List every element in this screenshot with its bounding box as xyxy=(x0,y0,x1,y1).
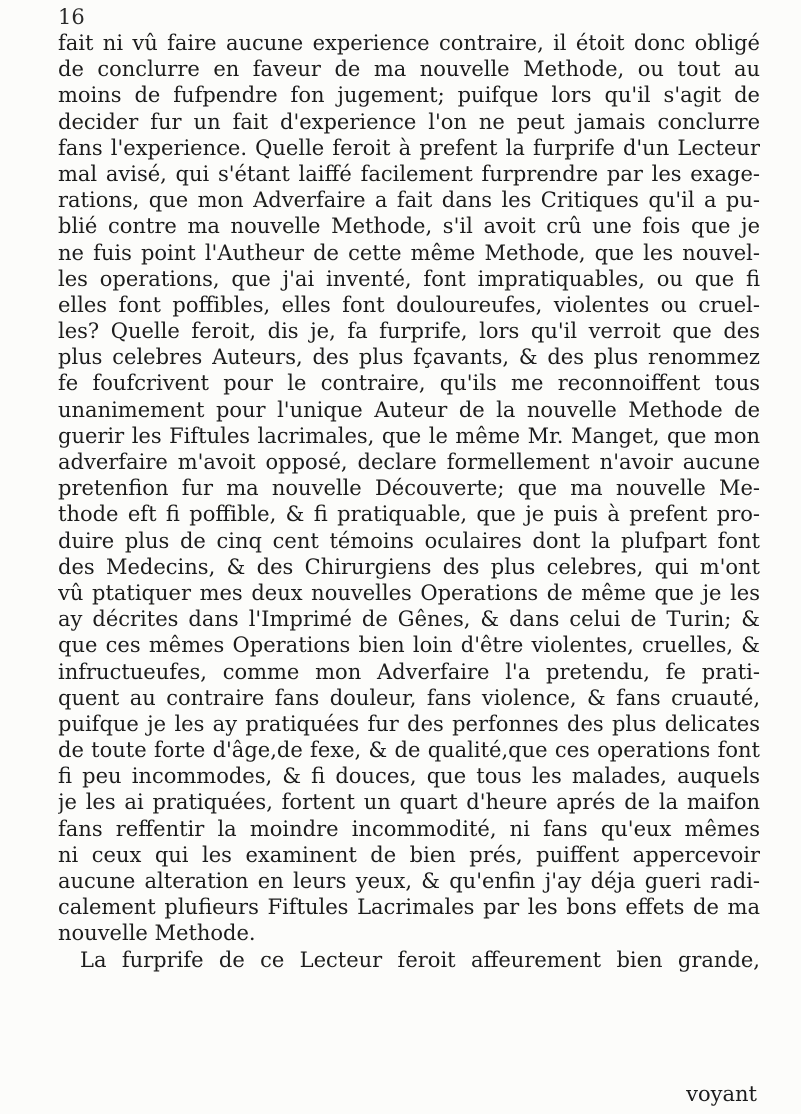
text-line: infructueufes, comme mon Adverfaire l'a pretendu, fe prati- xyxy=(58,659,760,684)
text-line: blié contre ma nouvelle Methode, s'il avoit crû une fois que je xyxy=(58,214,760,239)
text-line: rations, que mon Adverfaire a fait dans les Critiques qu'il a pu- xyxy=(58,188,760,213)
text-line: La furprife de ce Lecteur feroit affeurement bien grande, xyxy=(80,947,760,972)
text-line: guerir les Fiftules lacrimales, que le même Mr. Manget, que mon xyxy=(58,423,760,448)
text-line: fans reffentir la moindre incommodité, ni fans qu'eux mêmes xyxy=(58,816,760,841)
text-line: moins de fufpendre fon jugement; puifque lors qu'il s'agit de xyxy=(58,83,760,108)
text-line: de toute forte d'âge,de fexe, & de qualité,que ces operations font xyxy=(58,738,760,763)
text-line: decider fur un fait d'experience l'on ne peut jamais conclurre xyxy=(58,109,760,134)
text-line: ne fuis point l'Autheur de cette même Methode, que les nouvel- xyxy=(58,240,760,265)
catchword: voyant xyxy=(686,1082,757,1106)
text-line: unanimement pour l'unique Auteur de la nouvelle Methode de xyxy=(58,397,760,422)
text-line: ay décrites dans l'Imprimé de Gênes, & dans celui de Turin; & xyxy=(58,607,760,632)
text-line: adverfaire m'avoit opposé, declare formellement n'avoir aucune xyxy=(58,450,760,474)
text-line: plus celebres Auteurs, des plus fçavants, & des plus renommez xyxy=(58,345,760,370)
text-line: mal avisé, qui s'étant laiffé facilement furprendre par les exage- xyxy=(58,161,760,186)
text-line: vû ptatiquer mes deux nouvelles Operations de même que je les xyxy=(58,580,760,605)
text-line: aucune alteration en leurs yeux, & qu'enfin j'ay déja gueri radi- xyxy=(58,869,760,893)
text-line: pretenfion fur ma nouvelle Découverte; que ma nouvelle Me- xyxy=(58,476,760,501)
text-line: fe foufcrivent pour le contraire, qu'ils me reconnoiffent tous xyxy=(58,371,760,396)
text-line: quent au contraire fans douleur, fans violence, & fans cruauté, xyxy=(58,685,760,710)
text-line: fans l'experience. Quelle feroit à prefent la furprife d'un Lecteur xyxy=(58,135,760,160)
text-line: thode eft fi poffible, & fi pratiquable, que je puis à prefent pro- xyxy=(58,502,760,527)
text-line: les operations, que j'ai inventé, font impratiquables, ou que fi xyxy=(58,266,760,291)
text-line: duire plus de cinq cent témoins oculaires dont la plufpart font xyxy=(58,528,760,553)
text-line: nouvelle Methode. xyxy=(58,921,256,946)
body-text xyxy=(58,30,760,973)
text-line: calement plufieurs Fiftules Lacrimales par les bons effets de ma xyxy=(58,895,760,920)
text-line: que ces mêmes Operations bien loin d'être violentes, cruelles, & xyxy=(58,633,760,658)
text-line: elles font poffibles, elles font douloureufes, violentes ou cruel- xyxy=(58,292,760,317)
text-line: je les ai pratiquées, fortent un quart d'heure aprés de la maifon xyxy=(58,790,760,815)
page-number: 16 xyxy=(58,5,85,29)
text-line: puifque je les ay pratiquées fur des perfonnes des plus delicates xyxy=(58,711,760,736)
text-line: fi peu incommodes, & fi douces, que tous les malades, auquels xyxy=(58,764,760,789)
text-line: fait ni vû faire aucune experience contraire, il étoit donc obligé xyxy=(58,31,760,55)
text-line: ni ceux qui les examinent de bien prés, puiffent appercevoir xyxy=(58,842,760,867)
text-line: de conclurre en faveur de ma nouvelle Methode, ou tout au xyxy=(58,57,760,82)
text-line: des Medecins, & des Chirurgiens des plus celebres, qui m'ont xyxy=(58,554,760,579)
text-line: les? Quelle feroit, dis je, fa furprife, lors qu'il verroit que des xyxy=(58,319,760,344)
